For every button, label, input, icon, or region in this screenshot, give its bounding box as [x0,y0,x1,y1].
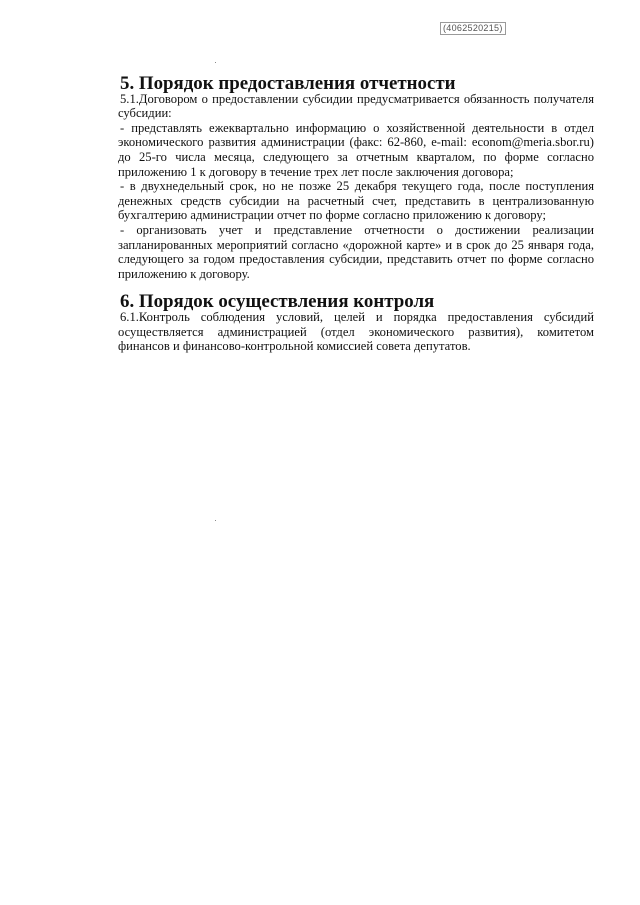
section-5-paragraph-2: - представлять ежеквартально информацию о хозяйственной деятельности в отдел экономического развития администрации (факс: 62-860, e-mail: econom@meria.sbor.ru) до 25-го числа месяца, следующего за отчетным кварталом, по форме согласно приложению 1 к договору в течение трех лет после заключения договора; [118,120,594,179]
section-6-paragraph-1: 6.1.Контроль соблюдения условий, целей и порядка предоставления субсидий осуществляется администрацией (отдел экономического развития), комитетом финансов и финансово-контрольной комиссией совета депутатов. [118,309,594,354]
section-5-paragraph-4: - организовать учет и представление отчетности о достижении реализации запланированных мероприятий согласно «дорожной карте» и в срок до 25 января года, следующего за годом предоставления субсидии, представить отчет по форме согласно приложению к договору. [118,222,594,281]
scan-speck [215,520,216,521]
document-registration-stamp: (4062520215) [440,22,506,35]
section-5-paragraph-3: - в двухнедельный срок, но не позже 25 декабря текущего года, после поступления денежных средств субсидии на расчетный счет, представить в централизованную бухгалтерию администрации отчет по форме согласно приложению к договору; [118,179,594,223]
section-6-title: 6. Порядок осуществления контроля [120,291,435,313]
scan-speck [215,62,216,63]
section-5-paragraph-1: 5.1.Договором о предоставлении субсидии предусматривается обязанность получателя субсидии: [118,91,594,121]
section-5-title: 5. Порядок предоставления отчетности [120,73,456,94]
document-body [118,73,594,354]
